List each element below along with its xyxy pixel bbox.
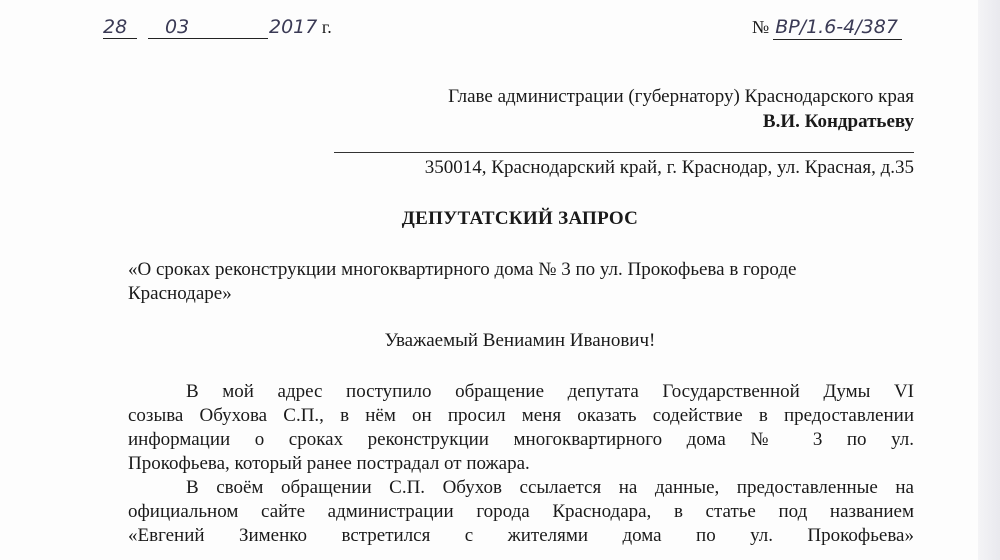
addressee-position: Главе администрации (губернатору) Краснодарского края — [448, 86, 914, 107]
body-line: информации о сроках реконструкции многоквартирного дома № 3 по ул. — [128, 429, 914, 450]
reg-number-value: ВР/1.6-4/387 — [773, 16, 902, 40]
body-line: «Евгений Зименко встретился с жителями дома по ул. Прокофьева» — [128, 525, 914, 546]
body-line: официальном сайте администрации города Краснодара, в статье под названием — [128, 501, 914, 522]
page-edge-shadow — [978, 0, 1000, 560]
address-divider — [334, 152, 914, 153]
date-year — [269, 16, 332, 38]
date-year-suffix: г. — [317, 17, 332, 37]
addressee-name: В.И. Кондратьеву — [762, 111, 914, 132]
addressee-address: 350014, Краснодарский край, г. Краснодар, ул. Красная, д.35 — [424, 157, 914, 178]
date-year-value: 2017 — [269, 16, 318, 38]
addressee-block — [448, 84, 914, 134]
document-subject — [128, 258, 888, 306]
body-line: Прокофьева, который ранее пострадал от пожара. — [128, 453, 530, 474]
subject-line-1: «О сроках реконструкции многоквартирного дома № 3 по ул. Прокофьева в городе — [128, 259, 797, 280]
date-month: 03 — [165, 16, 190, 38]
subject-line-2: Краснодаре» — [128, 283, 232, 304]
document-body — [128, 380, 914, 548]
body-line: В своём обращении С.П. Обухов ссылается на данные, предоставленные на — [186, 477, 914, 498]
salutation: Уважаемый Вениамин Иванович! — [384, 330, 656, 351]
date-month-underline — [148, 38, 268, 39]
reg-number-prefix: № — [752, 17, 770, 37]
registration-number — [752, 16, 902, 38]
date-day-underline — [103, 38, 137, 39]
body-line: созыва Обухова С.П., в нём он просил меня оказать содействие в предоставлении — [128, 405, 914, 426]
date-day: 28 — [103, 16, 128, 38]
document-title: ДЕПУТАТСКИЙ ЗАПРОС — [401, 208, 639, 229]
body-line: В мой адрес поступило обращение депутата Государственной Думы VI — [186, 381, 914, 402]
